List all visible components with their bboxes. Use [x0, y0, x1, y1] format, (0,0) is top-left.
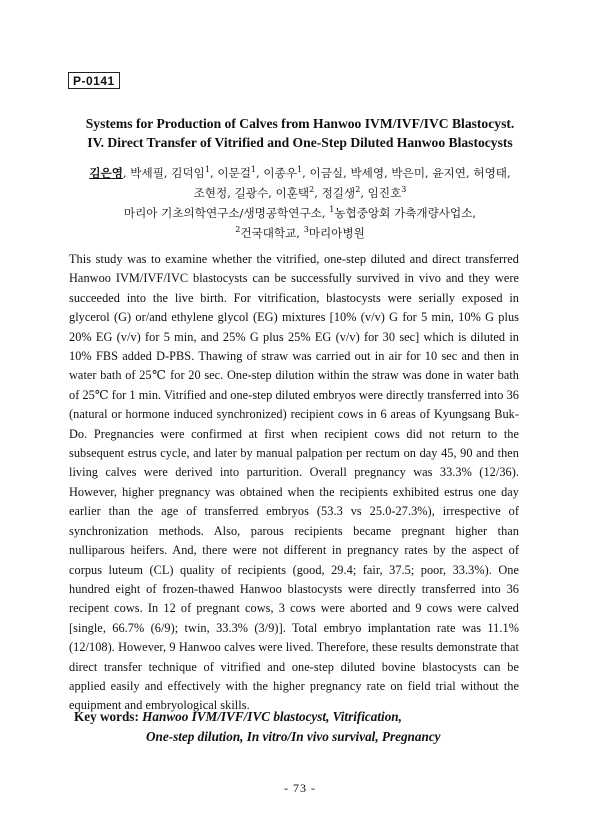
author-line-2: 조현정, 길광수, 이훈택$^2$, 정길생$^2$, 임진호$^3$ [193, 185, 407, 200]
abstract-text: This study was to examine whether the vitrified, one-step diluted and direct transferred Hanwoo IVM/IVF/IVC blastocysts can be successfully survived in vivo and they were succeeded into the live birth. For vitrification, blastocysts were serially exposed in glycerol (G) or/and ethylene glycol (EG) mixtures [10% (v/v) G for 5 min, 10% G plus 20% EG (v/v) for 5 min, and 25% G plus 25% EG (v/v) for 30 sec] which is diluted in 10% FBS added D-PBS. Thawing of straw was carried out in air for 10 sec and then in water bath of 25℃ for 20 sec. One-step dilution within the straw was done in water bath of 25℃ for 1 min. Vitrified and one-step diluted embryos were directly transferred into 36 (natural or hormone induced synchronized) recipient cows in 6 areas of Kyungsang Buk-Do. Pregnancies were confirmed at first when recipient cows did not return to the subsequent estrus cycle, and later by manual palpation per rectum on day 45, 90 and then living calves were derived into parturition. Overall pregnancy was 33.3% (12/36). However, higher pregnancy was obtained when the recipients exhibited estrus one day earlier than the age of transferred embryos (53.3 vs 25.0-27.3%), irrespective of synchronization methods. Also, parous recipients became pregnant higher than nulliparous heifers. And, there were not different in pregnancy rates by the aspect of corpus luteum (CL) quality of recipients (good, 29.4; fair, 37.5; poor, 33.3%). One hundred eight of frozen-thawed Hanwoo blastocysts were directly transferred into 36 recipent cows. In 12 of pregnant cows, 3 cows were aborted and 9 cows were calved [single, 66.7% (6/9); twin, 33.3% (3/9)]. Total embryo implantation rate was 11.1% (12/108). However, 9 Hanwoo calves were lived. Therefore, these results demonstrate that direct transfer technique of vitrified and one-step diluted bovine blastocysts can be applied easily and effectively with the higher pregnancy rate on field trial without the equipment and embryological skills. [69, 252, 519, 713]
author-block [40, 163, 560, 243]
affiliation-line-2: $^2$건국대학교, $^3$마리아병원 [235, 225, 365, 240]
first-author: 김은영 [89, 166, 123, 180]
presentation-code: P-0141 [68, 72, 120, 89]
keywords-label: Key words: [74, 709, 143, 724]
author-line-1: 김은영, 박세필, 김덕임$^1$, 이문걸$^1$, 이종우$^1$, 이금실, 박세영, 박은미, 윤지연, 허영태, [89, 165, 511, 180]
keywords [74, 707, 534, 747]
author-names-1: , 박세필, 김덕임 [122, 166, 205, 180]
keywords-line-2: One-step dilution, In vitro/In vivo survival, Pregnancy [146, 729, 441, 744]
title-line-1: Systems for Production of Calves from Hanwoo IVM/IVF/IVC Blastocyst. [85, 116, 515, 131]
page-number: - 73 - [284, 781, 316, 795]
keywords-line-1: Hanwoo IVM/IVF/IVC blastocyst, Vitrification, [142, 709, 402, 724]
affiliation-line-1: 마리아 기초의학연구소/생명공학연구소, $^1$농협중앙회 가축개량사업소, [123, 205, 477, 220]
title-line-2: IV. Direct Transfer of Vitrified and One-Step Diluted Hanwoo Blastocysts [87, 135, 513, 150]
paper-title [40, 114, 560, 152]
